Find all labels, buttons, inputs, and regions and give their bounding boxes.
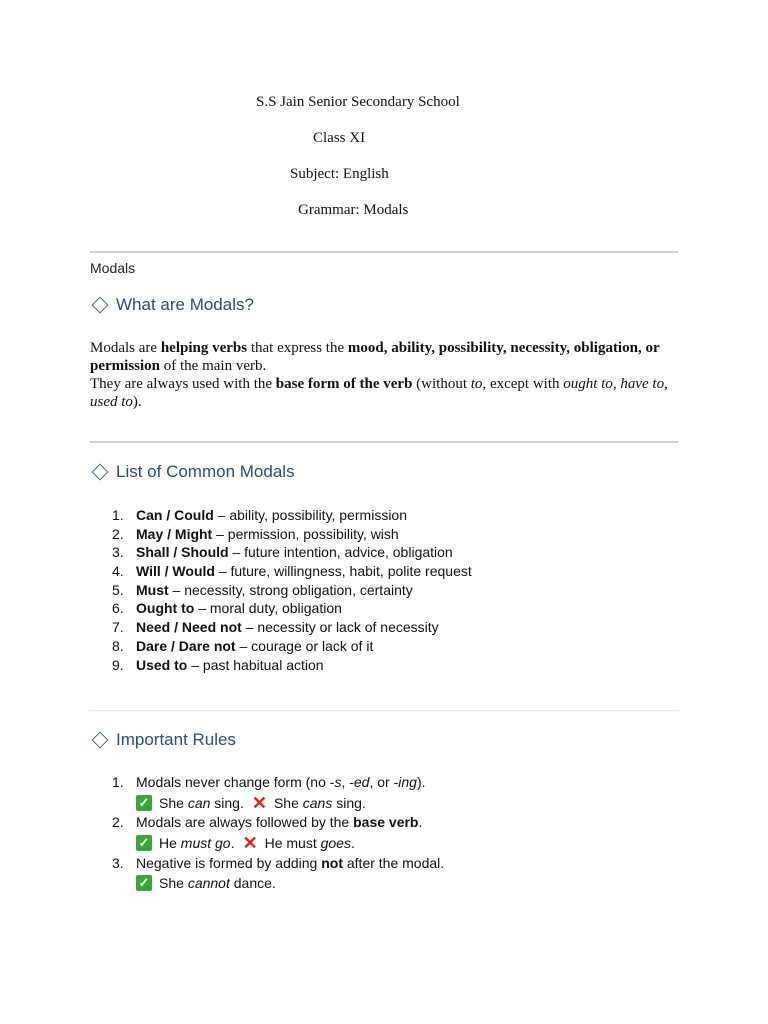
text-bold: base form of the verb bbox=[275, 376, 413, 392]
diamond-icon bbox=[92, 732, 109, 749]
modal-term: Must bbox=[136, 581, 169, 598]
modal-term: Ought to bbox=[136, 600, 195, 617]
list-item bbox=[90, 599, 472, 618]
correct-example: He must go. bbox=[159, 835, 235, 851]
text-italic: have to bbox=[620, 376, 665, 392]
list-number: 1. bbox=[112, 507, 124, 523]
rule-text: Modals are always followed by the base verb. bbox=[136, 814, 423, 830]
text-bold: helping verbs bbox=[160, 340, 248, 356]
divider bbox=[90, 710, 678, 711]
list-number: 6. bbox=[112, 600, 124, 617]
list-number: 8. bbox=[112, 637, 124, 654]
heading-what-are-modals bbox=[90, 295, 254, 315]
topic-line: Grammar: Modals bbox=[298, 202, 409, 218]
list-item bbox=[90, 656, 472, 675]
list-number: 2. bbox=[112, 525, 124, 542]
list-number: 4. bbox=[112, 563, 124, 580]
heading-text: What are Modals? bbox=[116, 295, 254, 314]
diamond-icon bbox=[92, 297, 109, 314]
text: They are always used with the bbox=[90, 376, 276, 392]
text: , except with bbox=[482, 376, 564, 392]
text: , bbox=[664, 376, 668, 392]
rule-1-example bbox=[136, 795, 366, 811]
list-number: 7. bbox=[112, 619, 124, 636]
text: , bbox=[612, 376, 621, 392]
list-number: 3. bbox=[112, 855, 124, 871]
modal-description: – future, willingness, habit, polite request bbox=[214, 563, 472, 580]
list-item bbox=[90, 525, 472, 544]
list-item bbox=[90, 581, 472, 600]
list-number: 9. bbox=[112, 656, 124, 673]
heading-important-rules bbox=[90, 730, 236, 750]
list-number: 3. bbox=[112, 544, 124, 561]
modal-term: Dare / Dare not bbox=[136, 637, 236, 654]
heading-list-of-modals bbox=[90, 462, 295, 482]
modal-description: – future intention, advice, obligation bbox=[228, 544, 453, 561]
modal-description: – necessity or lack of necessity bbox=[241, 619, 439, 636]
modal-description: – permission, possibility, wish bbox=[212, 525, 399, 542]
diamond-icon bbox=[92, 464, 109, 481]
modal-term: Will / Would bbox=[136, 563, 215, 580]
text: that express the bbox=[247, 340, 348, 356]
list-number: 1. bbox=[112, 774, 124, 790]
definition-paragraph bbox=[90, 339, 680, 411]
divider bbox=[90, 441, 678, 443]
text-bold: mood, ability, possibility, necessity, obligation, or permission bbox=[90, 340, 660, 374]
modal-description: – courage or lack of it bbox=[235, 637, 374, 654]
section-label: Modals bbox=[90, 260, 136, 276]
check-mark-icon: ✓ bbox=[136, 835, 152, 851]
class-line: Class XI bbox=[313, 130, 366, 146]
heading-text: List of Common Modals bbox=[116, 462, 295, 481]
modal-term: Can / Could bbox=[136, 507, 214, 523]
modals-list bbox=[90, 506, 472, 674]
incorrect-example: She cans sing. bbox=[273, 795, 366, 811]
list-item bbox=[90, 543, 472, 562]
modal-description: – past habitual action bbox=[187, 656, 324, 673]
list-number: 5. bbox=[112, 581, 124, 598]
divider bbox=[90, 251, 678, 253]
modal-description: – necessity, strong obligation, certainty bbox=[168, 581, 413, 598]
text: of the main verb. bbox=[160, 358, 267, 374]
modal-term: Used to bbox=[136, 656, 188, 673]
school-name: S.S Jain Senior Secondary School bbox=[256, 94, 460, 110]
modal-term: Need / Need not bbox=[136, 619, 242, 636]
incorrect-example: He must goes. bbox=[264, 835, 355, 851]
text-italic: ought to bbox=[563, 376, 613, 392]
rule-text: Modals never change form (no -s, -ed, or -ing). bbox=[136, 774, 426, 790]
correct-example: She can sing. bbox=[159, 795, 244, 811]
text: (without bbox=[412, 376, 471, 392]
rule-3-example bbox=[136, 875, 276, 891]
heading-text: Important Rules bbox=[116, 730, 236, 749]
text: Modals are bbox=[90, 340, 161, 356]
correct-example: She cannot dance. bbox=[159, 875, 276, 891]
list-item bbox=[90, 506, 472, 525]
list-item bbox=[90, 637, 472, 656]
list-number: 2. bbox=[112, 814, 124, 830]
subject-line: Subject: English bbox=[290, 166, 389, 182]
text-italic: to bbox=[470, 376, 483, 392]
cross-mark-icon: ✕ bbox=[242, 833, 258, 853]
modal-description: – ability, possibility, permission bbox=[213, 507, 407, 523]
list-item bbox=[90, 618, 472, 637]
check-mark-icon: ✓ bbox=[136, 875, 152, 891]
list-item bbox=[90, 562, 472, 581]
modal-term: Shall / Should bbox=[136, 544, 229, 561]
modal-term: May / Might bbox=[136, 525, 213, 542]
check-mark-icon: ✓ bbox=[136, 795, 152, 811]
cross-mark-icon: ✕ bbox=[251, 793, 267, 813]
rule-2-example bbox=[136, 835, 355, 851]
rule-text: Negative is formed by adding not after the modal. bbox=[136, 855, 445, 871]
text-italic: used to bbox=[90, 394, 133, 410]
modal-description: – moral duty, obligation bbox=[194, 600, 342, 617]
text: ). bbox=[132, 394, 142, 410]
